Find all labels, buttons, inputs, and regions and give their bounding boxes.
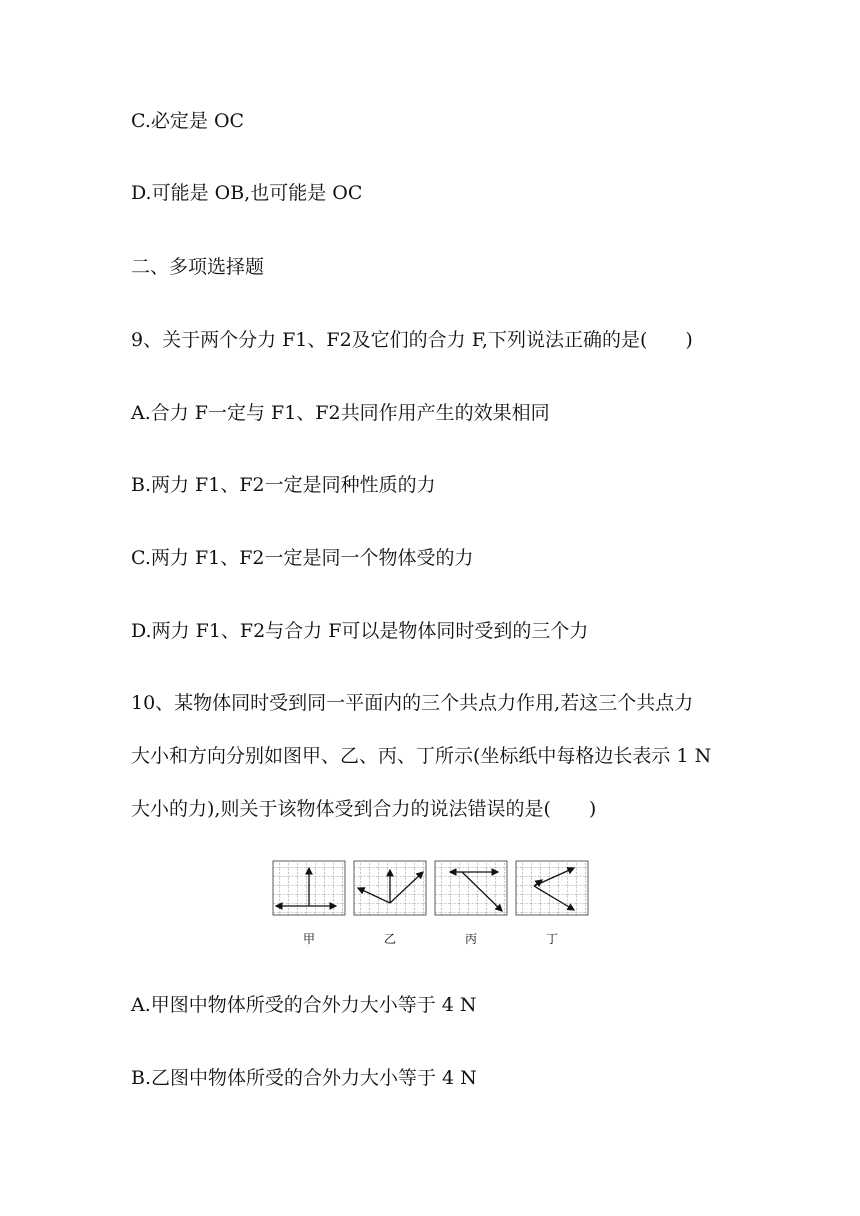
force-diagrams-figure [270,858,590,948]
option-d-prev: D.可能是 OB,也可能是 OC [131,182,363,204]
diagram-ding [516,861,588,915]
caption-ding: 丁 [545,932,558,946]
caption-jia: 甲 [302,932,315,946]
caption-yi: 乙 [383,932,396,946]
q9-stem: 9、关于两个分力 F1、F2及它们的合力 F,下列说法正确的是( ) [131,329,693,351]
q9-option-b: B.两力 F1、F2一定是同种性质的力 [131,474,436,496]
diagram-yi [354,861,426,915]
q10-option-b: B.乙图中物体所受的合外力大小等于 4 N [131,1067,477,1089]
q9-option-d: D.两力 F1、F2与合力 F可以是物体同时受到的三个力 [131,620,589,642]
diagram-jia [273,861,345,915]
caption-bing: 丙 [464,932,477,946]
q10-stem-line2: 大小和方向分别如图甲、乙、丙、丁所示(坐标纸中每格边长表示 1 N [131,745,712,767]
diagram-bing [435,861,507,915]
q9-option-c: C.两力 F1、F2一定是同一个物体受的力 [131,547,474,569]
option-c-prev: C.必定是 OC [131,110,245,132]
q10-option-a: A.甲图中物体所受的合外力大小等于 4 N [131,994,477,1016]
q10-stem-line3: 大小的力),则关于该物体受到合力的说法错误的是( ) [131,798,597,820]
q9-option-a: A.合力 F一定与 F1、F2共同作用产生的效果相同 [131,402,550,424]
section-heading: 二、多项选择题 [131,256,265,278]
q10-stem-line1: 10、某物体同时受到同一平面内的三个共点力作用,若这三个共点力 [131,692,694,714]
